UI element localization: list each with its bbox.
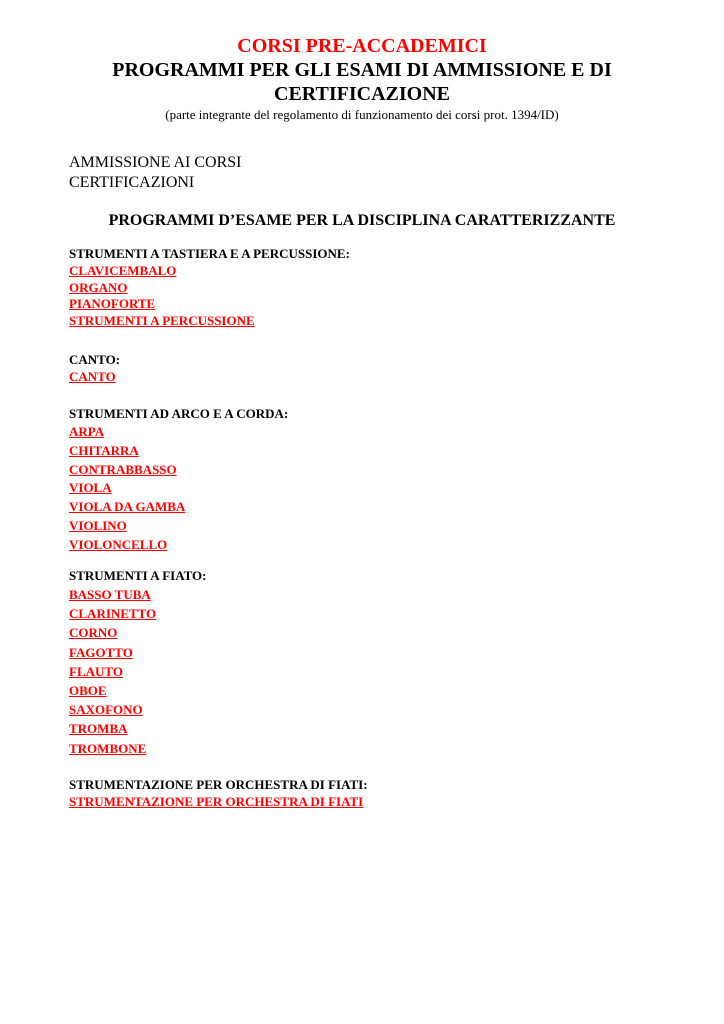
link-arpa[interactable]: ARPA	[69, 424, 105, 439]
intro-line-certificazioni: CERTIFICAZIONI	[69, 174, 195, 191]
discipline-title: PROGRAMMI D’ESAME PER LA DISCIPLINA CARATTERIZZANTE	[108, 212, 616, 229]
section-fiato	[69, 568, 207, 758]
link-strumenti-a-percussione[interactable]: STRUMENTI A PERCUSSIONE	[69, 312, 255, 328]
link-contrabbasso[interactable]: CONTRABBASSO	[69, 461, 177, 477]
link-canto[interactable]: CANTO	[69, 369, 116, 384]
link-basso-tuba[interactable]: BASSO TUBA	[69, 587, 151, 602]
section-tastiera-percussione	[69, 246, 350, 329]
link-tromba[interactable]: TROMBA	[69, 721, 128, 737]
link-viola[interactable]: VIOLA	[69, 480, 112, 496]
link-clavicembalo[interactable]: CLAVICEMBALO	[69, 263, 177, 278]
section-heading: CANTO:	[69, 352, 121, 367]
section-arco-corda	[69, 406, 288, 555]
link-pianoforte[interactable]: PIANOFORTE	[69, 296, 156, 311]
main-title: CORSI PRE-ACCADEMICI	[237, 35, 487, 57]
section-heading: STRUMENTI AD ARCO E A CORDA:	[69, 406, 289, 421]
link-trombone[interactable]: TROMBONE	[69, 740, 147, 756]
link-clarinetto[interactable]: CLARINETTO	[69, 606, 157, 622]
document-subtitle: (parte integrante del regolamento di funzionamento dei corsi prot. 1394/ID)	[165, 107, 559, 122]
link-fagotto[interactable]: FAGOTTO	[69, 644, 133, 660]
link-viola-da-gamba[interactable]: VIOLA DA GAMBA	[69, 499, 186, 515]
document-title: PROGRAMMI PER GLI ESAMI DI AMMISSIONE E DI CERTIFICAZIONE	[112, 59, 612, 105]
intro-line-ammissione: AMMISSIONE AI CORSI	[69, 154, 242, 171]
link-corno[interactable]: CORNO	[69, 625, 118, 641]
document-header	[0, 34, 724, 123]
section-heading: STRUMENTI A FIATO:	[69, 568, 207, 583]
section-heading: STRUMENTAZIONE PER ORCHESTRA DI FIATI:	[69, 777, 368, 792]
link-oboe[interactable]: OBOE	[69, 683, 107, 699]
section-orchestra-fiati	[69, 777, 368, 810]
link-organo[interactable]: ORGANO	[69, 279, 128, 295]
section-canto	[69, 352, 120, 385]
link-violino[interactable]: VIOLINO	[69, 517, 127, 533]
section-heading: STRUMENTI A TASTIERA E A PERCUSSIONE:	[69, 246, 350, 261]
link-flauto[interactable]: FLAUTO	[69, 663, 123, 679]
link-chitarra[interactable]: CHITARRA	[69, 442, 139, 458]
link-violoncello[interactable]: VIOLONCELLO	[69, 536, 168, 552]
link-strumentazione-orchestra-fiati[interactable]: STRUMENTAZIONE PER ORCHESTRA DI FIATI	[69, 794, 364, 809]
link-saxofono[interactable]: SAXOFONO	[69, 702, 143, 718]
intro-block	[69, 153, 241, 193]
